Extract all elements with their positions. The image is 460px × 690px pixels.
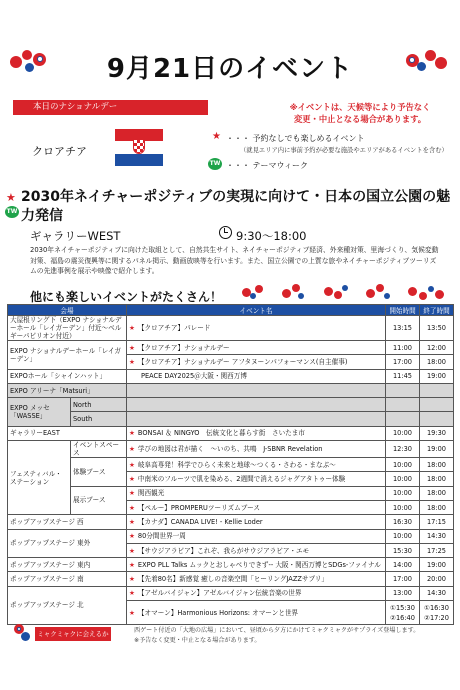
venue-cell: EXPOホール「シャインハット」 (8, 369, 127, 383)
venue-cell: ポップアップステージ 西 (8, 515, 127, 529)
end-cell: 18:00 (420, 355, 454, 369)
star-icon: ★ (129, 460, 135, 469)
venue-cell: フェスティバル・ステーション (8, 441, 71, 515)
end-time-2: ②17:20 (424, 613, 449, 622)
event-name: 岐阜高専発！科学でひらく未来と地球～つくる・さわる・まなぶ～ (137, 460, 336, 469)
star-icon: ★ (212, 131, 221, 142)
subvenue-cell: 展示ブース (71, 486, 127, 515)
featured-event-venue: ギャラリーWEST (30, 229, 121, 243)
start-time-2: ②16:40 (390, 613, 415, 622)
star-icon: ★ (129, 532, 135, 541)
venue-cell: ポップアップステージ 東内 (8, 558, 127, 572)
header-venue: 会場 (8, 305, 127, 316)
theme-week-badge-icon: TW (5, 206, 19, 218)
start-cell: 17:00 (386, 572, 420, 586)
star-icon: ★ (129, 575, 135, 584)
end-cell: 18:00 (420, 500, 454, 514)
star-icon: ★ (129, 429, 135, 438)
event-cell (127, 355, 386, 369)
venue-cell: EXPO アリーナ「Matsuri」 (8, 383, 127, 397)
end-cell: 19:30 (420, 426, 454, 440)
event-cell (127, 383, 386, 397)
end-cell: 13:50 (420, 316, 454, 341)
legend-tw-label: ・・・ テーマウィーク (226, 161, 309, 170)
star-icon: ★ (129, 343, 135, 352)
end-cell: 19:00 (420, 441, 454, 458)
end-cell: 12:00 (420, 341, 454, 355)
legend-star-label: ・・・ 予約なしでも楽しめるイベント (226, 134, 365, 143)
table-row (8, 486, 454, 500)
featured-event-time: 9:30～18:00 (236, 229, 307, 243)
star-icon: ★ (129, 475, 135, 484)
event-name: 【先着80名】新感覚 癒しの音楽空間「ヒーリングJAZZサプリ」 (137, 575, 328, 584)
end-cell: 19:00 (420, 369, 454, 383)
flag-stripe-blue (115, 154, 163, 166)
table-row (8, 586, 454, 600)
event-name: 【ペルー】PROMPERUツーリズムブース (137, 503, 260, 512)
end-cell (420, 383, 454, 397)
event-name: 中南米のフルーツで肌を染める、2週間で消えるジャグアタトゥー体験 (137, 475, 346, 484)
star-icon: ★ (129, 546, 135, 555)
event-name: 【クロアチア】ナショナルデー (137, 343, 230, 352)
header-start: 開始時間 (386, 305, 420, 316)
event-cell (127, 529, 386, 543)
star-icon: ★ (129, 589, 135, 598)
venue-cell: EXPO メッセ「WASSE」 (8, 398, 71, 427)
more-events-heading: 他にも楽しいイベントがたくさん！ (30, 290, 223, 304)
event-cell (127, 398, 386, 412)
start-cell (386, 412, 420, 426)
start-time-1: ①15:30 (390, 603, 415, 612)
start-cell: 15:30 (386, 543, 420, 557)
star-icon: ★ (129, 357, 135, 366)
end-cell: 18:00 (420, 458, 454, 472)
event-name: 【オマーン】Harmonious Horizons: オマーンと世界 (137, 608, 299, 617)
myaku-mascot-icon (12, 622, 34, 644)
event-cell (127, 458, 386, 472)
event-cell (127, 441, 386, 458)
table-row (8, 398, 454, 412)
event-cell (127, 601, 386, 625)
event-name: EXPO PLL Talks ムックとおしゃべりできず-- 大阪・関西万博とSDGs-ファイナル (137, 560, 381, 569)
notice-line: ※イベントは、天候等により予告なく (289, 102, 431, 112)
end-cell (420, 601, 454, 625)
end-cell: 14:30 (420, 586, 454, 600)
star-icon: ★ (129, 489, 135, 498)
myaku-info-line: ※予告なく変更・中止となる場合があります。 (134, 636, 261, 644)
event-cell (127, 486, 386, 500)
table-row (8, 515, 454, 529)
start-cell: 16:30 (386, 515, 420, 529)
venue-cell: ポップアップステージ 北 (8, 586, 127, 624)
event-cell (127, 586, 386, 600)
end-cell: 18:00 (420, 472, 454, 486)
start-cell: 10:00 (386, 500, 420, 514)
event-cell (127, 316, 386, 341)
events-table (7, 304, 454, 625)
venue-cell: 大屋根リング下（EXPO ナショナルデーホール「レイガーデン」付近～ベルギーパビリオン付近） (8, 316, 127, 341)
event-name: 【クロアチア】ナショナルデー アフタヌーンパフォーマンス(自主催事) (137, 357, 348, 366)
event-cell (127, 543, 386, 557)
mascot-row-icon (242, 284, 447, 302)
star-icon: ★ (6, 191, 16, 204)
event-cell (127, 558, 386, 572)
clock-icon (219, 226, 232, 239)
event-name: 【クロアチア】パレード (137, 324, 211, 332)
venue-cell: EXPO ナショナルデーホール「レイガーデン」 (8, 341, 127, 370)
end-cell: 19:00 (420, 558, 454, 572)
croatia-flag-icon (115, 129, 163, 166)
event-cell (127, 515, 386, 529)
table-row (8, 572, 454, 586)
subvenue-cell: South (71, 412, 127, 426)
event-name: 関西観光 (137, 489, 165, 498)
start-cell: 13:00 (386, 586, 420, 600)
venue-cell: ポップアップステージ 東外 (8, 529, 127, 558)
table-row (8, 441, 454, 458)
venue-cell: ポップアップステージ 南 (8, 572, 127, 586)
table-row (8, 426, 454, 440)
national-day-label: 本日のナショナルデー (13, 100, 208, 115)
subvenue-cell: North (71, 398, 127, 412)
start-cell: 10:00 (386, 458, 420, 472)
weather-notice (270, 101, 450, 125)
start-cell (386, 601, 420, 625)
star-icon: ★ (129, 517, 135, 526)
end-time-1: ①16:30 (424, 603, 449, 612)
end-cell (420, 398, 454, 412)
start-cell: 10:00 (386, 529, 420, 543)
page-title: 9月21日のイベント (106, 54, 354, 84)
legend-star-sub: （就見エリア内に事前予約が必要な施設やエリアがあるイベントを含む） (240, 147, 448, 154)
table-row (8, 341, 454, 355)
header-end: 終了時間 (420, 305, 454, 316)
national-day-country: クロアチア (32, 145, 87, 158)
start-cell: 10:00 (386, 472, 420, 486)
table-row (8, 558, 454, 572)
star-icon: ★ (129, 608, 135, 617)
myaku-info (134, 626, 450, 645)
featured-event-title: 2030年ネイチャーポジティブの実現に向けて・日本の国立公園の魅力発信 (21, 189, 451, 224)
end-cell: 17:25 (420, 543, 454, 557)
subvenue-cell: 体験ブース (71, 458, 127, 487)
subvenue-cell: イベントスペース (71, 441, 127, 458)
star-icon: ★ (129, 445, 135, 454)
start-cell (386, 383, 420, 397)
myaku-meet-label: ミャクミャクに会えるかも!? (35, 627, 111, 641)
star-icon: ★ (129, 503, 135, 512)
event-cell (127, 412, 386, 426)
event-cell (127, 426, 386, 440)
event-name: 【アゼルバイジャン】アゼルバイジャン伝統音楽の世界 (137, 589, 302, 598)
end-cell: 17:15 (420, 515, 454, 529)
event-cell (127, 572, 386, 586)
start-cell: 12:30 (386, 441, 420, 458)
event-name: PEACE DAY2025＠大阪・関西万博 (141, 372, 247, 381)
event-name: BONSAI ＆ NINGYO 伝統文化と暮らす街 さいたま市 (137, 429, 305, 438)
notice-line: 変更・中止となる場合があります。 (293, 114, 427, 124)
header-event: イベント名 (127, 305, 386, 316)
table-row (8, 316, 454, 341)
end-cell: 18:00 (420, 486, 454, 500)
event-name: 学びの地図は君が描く ～いのち、共鳴 J-SBNR Revelation (137, 445, 323, 454)
start-cell: 11:00 (386, 341, 420, 355)
table-row (8, 369, 454, 383)
table-row (8, 383, 454, 397)
event-cell (127, 369, 386, 383)
end-cell (420, 412, 454, 426)
coat-of-arms-icon (133, 139, 145, 154)
event-cell (127, 341, 386, 355)
event-name: 【サウジアラビア】これぞ、我らがサウジアラビア・エモ (137, 546, 310, 555)
table-row (8, 412, 454, 426)
venue-cell: ギャラリーEAST (8, 426, 127, 440)
start-cell (386, 398, 420, 412)
end-cell: 20:00 (420, 572, 454, 586)
table-row (8, 458, 454, 472)
end-cell: 14:30 (420, 529, 454, 543)
event-name: 80分間世界一周 (137, 532, 186, 541)
event-cell (127, 500, 386, 514)
start-cell: 10:00 (386, 426, 420, 440)
myaku-info-line: 西ゲート付近の「大地の広場」において、昼頃から夕方にかけてミャクミャクがサプライズ登場します。 (134, 627, 420, 634)
start-cell: 11:45 (386, 369, 420, 383)
event-cell (127, 472, 386, 486)
event-name: 【カナダ】CANADA LIVE! - Kellie Loder (137, 517, 263, 526)
star-icon: ★ (129, 324, 135, 332)
table-row (8, 529, 454, 543)
start-cell: 10:00 (386, 486, 420, 500)
star-icon: ★ (129, 560, 135, 569)
start-cell: 13:15 (386, 316, 420, 341)
table-header-row (8, 305, 454, 316)
start-cell: 17:00 (386, 355, 420, 369)
start-cell: 14:00 (386, 558, 420, 572)
theme-week-badge-icon: TW (208, 158, 222, 170)
featured-event-description: 2030年ネイチャーポジティブに向けた取組として、自然共生サイト、ネイチャーポジティブ経済、外来種対策、里海づくり、気候変動対策、福島の震災復興等に関するパネル掲示、動画放映等を行います。また、国立公園での上質な旅やネイチャーポジティブツーリズムの先進事例を展示や映像で紹介します。 (30, 246, 439, 275)
